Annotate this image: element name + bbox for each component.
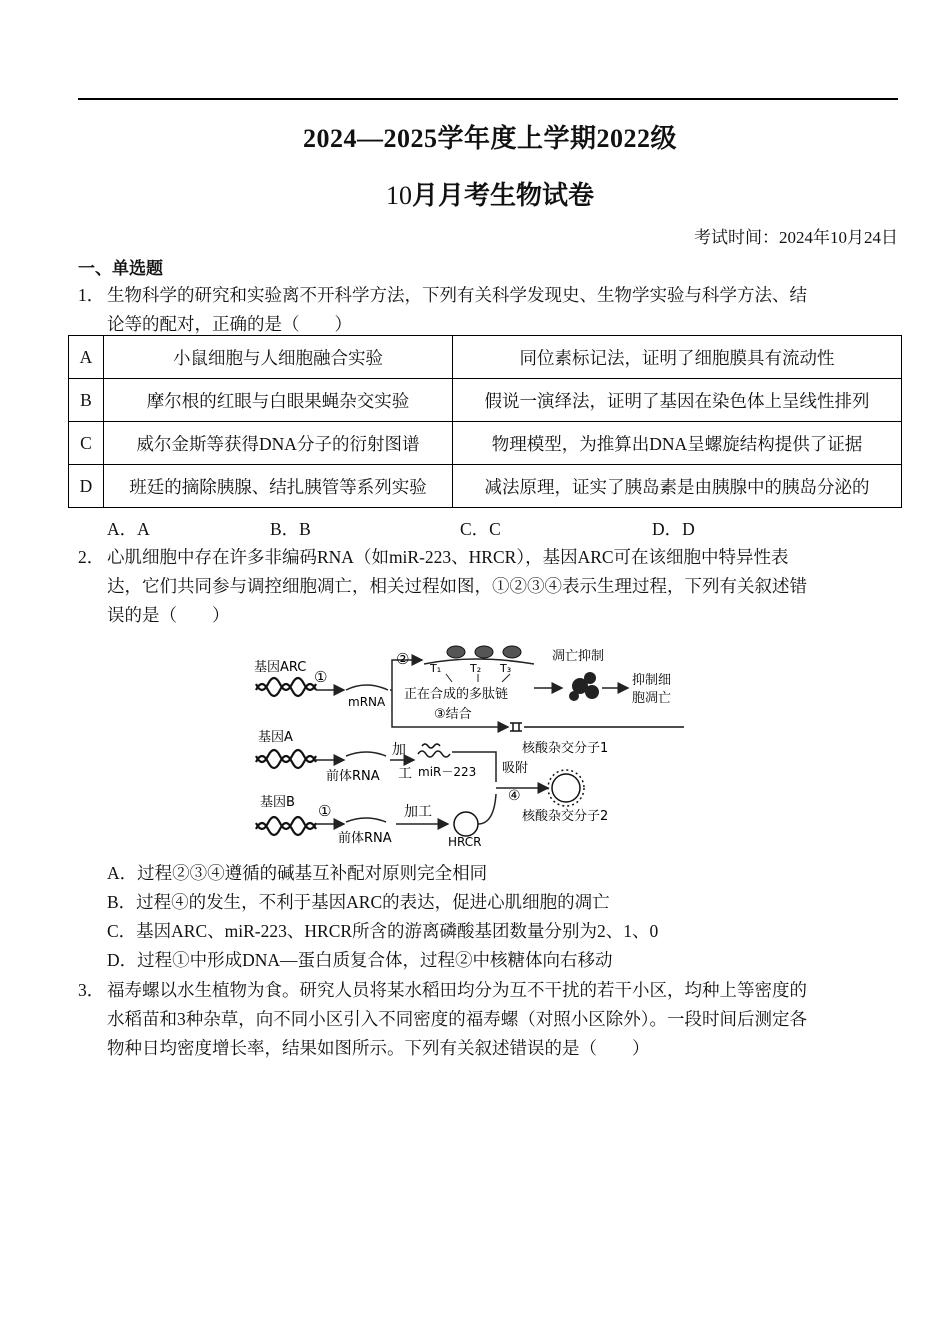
stem-line: 物种日均密度增长率，结果如图所示。下列有关叙述错误的是（ ） <box>107 1038 650 1058</box>
section-title: 一、单选题 <box>78 259 163 278</box>
title-subject: 月月考生物试卷 <box>411 181 594 210</box>
gene-arc-label: 基因ARC <box>254 660 307 675</box>
step-2-label: ② <box>396 650 410 668</box>
process-label-gong: 工 <box>398 766 412 782</box>
step-1b-label: ① <box>318 802 332 820</box>
t1-label: T₁ <box>430 662 442 675</box>
hybrid-ring-icon <box>548 770 584 806</box>
connector <box>478 794 496 824</box>
hybrid2-label: 核酸杂交分子2 <box>522 809 609 824</box>
question-number: 3． <box>78 980 105 1000</box>
gene-b-label: 基因B <box>260 795 295 810</box>
inhibit-cell-label-2: 胞凋亡 <box>632 691 672 706</box>
pre-rna-strand <box>346 752 386 756</box>
choice-b[interactable]: B．B <box>270 519 311 539</box>
dna-helix-icon <box>256 678 316 696</box>
hrcr-ring-icon <box>454 812 478 836</box>
stem-line: 生物科学的研究和实验离不开科学方法，下列有关科学发现史、生物学实验与科学方法、结 <box>107 285 807 305</box>
row-experiment: 小鼠细胞与人细胞融合实验 <box>104 336 453 379</box>
table-row <box>69 379 902 422</box>
process-label: 加工 <box>404 804 432 820</box>
table-row <box>69 422 902 465</box>
mrna-label: mRNA <box>348 695 386 709</box>
t3-label: T₃ <box>500 662 512 675</box>
mir-label: miR－223 <box>418 765 477 779</box>
hybrid-molecule-icon <box>510 723 684 731</box>
t2-label: T₂ <box>470 662 482 675</box>
q1-option-table <box>68 335 902 508</box>
adsorb-label: 吸附 <box>502 761 529 776</box>
mrna-strand <box>346 685 388 690</box>
choice-d[interactable]: D．D <box>652 519 695 539</box>
exam-title-line2 <box>0 175 950 212</box>
choice-a[interactable]: A．A <box>107 519 150 539</box>
table-row <box>69 336 902 379</box>
title-month-number: 10 <box>385 181 412 210</box>
dna-helix-icon <box>256 750 316 768</box>
hybrid1-label: 核酸杂交分子1 <box>522 741 609 756</box>
question-stem <box>107 976 807 1063</box>
apoptosis-inhibit-label: 凋亡抑制 <box>552 649 605 664</box>
table-row <box>69 465 902 508</box>
pre-rna-label: 前体RNA <box>326 769 380 784</box>
row-experiment: 摩尔根的红眼与白眼果蝇杂交实验 <box>104 379 453 422</box>
pre-rna-strand <box>346 818 386 822</box>
regulation-diagram <box>252 644 692 849</box>
question-number: 2． <box>78 547 105 567</box>
inhibit-cell-label-1: 抑制细 <box>632 673 672 688</box>
q2-option-a[interactable]: A．过程②③④遵循的碱基互补配对原则完全相同 <box>107 863 488 883</box>
step-3-label: ③结合 <box>434 707 472 722</box>
q2-option-d[interactable]: D．过程①中形成DNA—蛋白质复合体，过程②中核糖体向右移动 <box>107 950 613 970</box>
q2-option-c[interactable]: C．基因ARC、miR-223、HRCR所含的游离磷酸基团数量分别为2、1、0 <box>107 921 659 941</box>
row-key: B <box>69 379 104 422</box>
question-number: 1． <box>78 285 105 305</box>
row-key: A <box>69 336 104 379</box>
row-key: C <box>69 422 104 465</box>
process-label-jia: 加 <box>392 742 406 758</box>
row-conclusion: 同位素标记法，证明了细胞膜具有流动性 <box>453 336 902 379</box>
question-stem <box>107 281 807 339</box>
step-4-label: ④ <box>508 788 521 804</box>
row-experiment: 班廷的摘除胰腺、结扎胰管等系列实验 <box>104 465 453 508</box>
exam-time: 考试时间：2024年10月24日 <box>694 228 898 247</box>
hrcr-label: HRCR <box>448 835 482 849</box>
stem-line: 心肌细胞中存在许多非编码RNA（如miR-223、HRCR），基因ARC可在该细胞中特异性表 <box>107 547 789 567</box>
protein-icon <box>569 672 599 701</box>
row-conclusion: 减法原理，证实了胰岛素是由胰腺中的胰岛分泌的 <box>453 465 902 508</box>
exam-title-line1: 2024—2025学年度上学期2022级 <box>302 124 677 153</box>
step-1-label: ① <box>314 668 328 686</box>
stem-line: 福寿螺以水生植物为食。研究人员将某水稻田均分为互不干扰的若干小区，均种上等密度的 <box>107 980 807 1000</box>
ribosome-icon <box>447 646 521 658</box>
gene-a-label: 基因A <box>258 730 293 745</box>
mirna-icon <box>418 744 450 757</box>
pre-rna-b-label: 前体RNA <box>338 831 392 846</box>
stem-line: 水稻苗和3种杂草，向不同小区引入不同密度的福寿螺（对照小区除外）。一段时间后测定各 <box>107 1009 807 1029</box>
stem-line: 论等的配对，正确的是（ ） <box>107 314 352 334</box>
question-stem <box>107 543 807 630</box>
q2-option-b[interactable]: B．过程④的发生，不利于基因ARC的表达，促进心肌细胞的凋亡 <box>107 892 610 912</box>
row-key: D <box>69 465 104 508</box>
stem-line: 误的是（ ） <box>107 605 230 625</box>
polypeptide-label: 正在合成的多肽链 <box>404 687 509 702</box>
dna-helix-icon <box>256 817 316 835</box>
row-experiment: 威尔金斯等获得DNA分子的衍射图谱 <box>104 422 453 465</box>
row-conclusion: 假说一演绎法，证明了基因在染色体上呈线性排列 <box>453 379 902 422</box>
header-rule <box>78 98 898 100</box>
row-conclusion: 物理模型，为推算出DNA呈螺旋结构提供了证据 <box>453 422 902 465</box>
stem-line: 达，它们共同参与调控细胞凋亡，相关过程如图，①②③④表示生理过程，下列有关叙述错 <box>107 576 807 596</box>
choice-c[interactable]: C．C <box>460 519 501 539</box>
